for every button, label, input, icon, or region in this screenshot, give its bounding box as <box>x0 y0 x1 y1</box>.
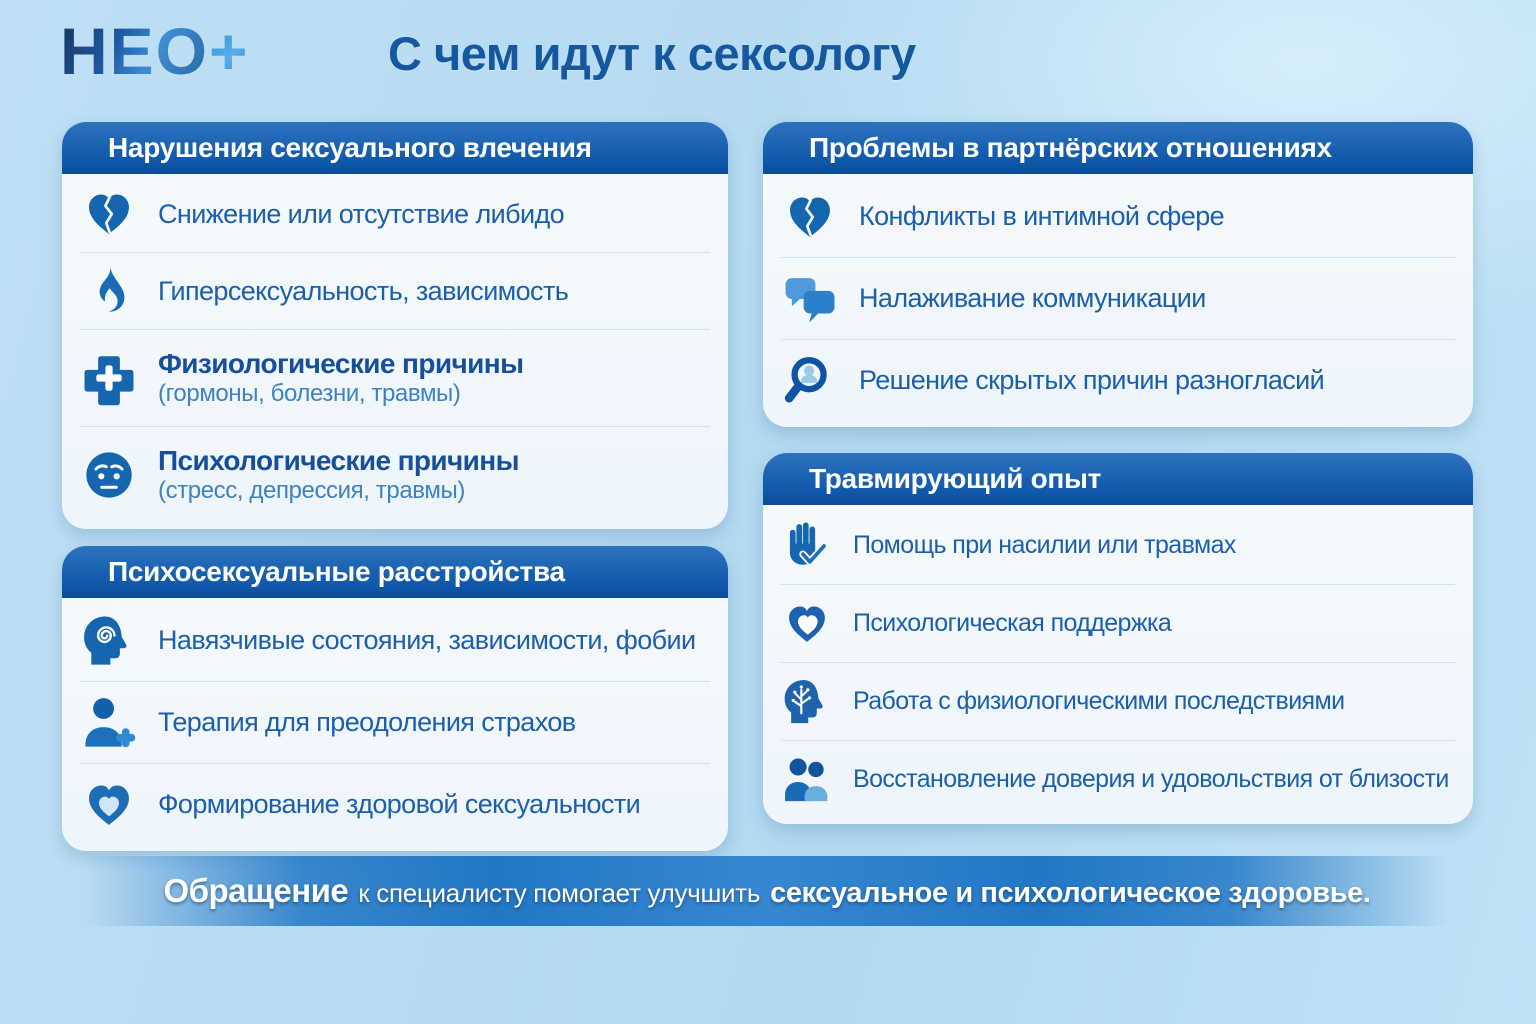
banner-text-strong: сексуальное и психологическое здоровье. <box>770 877 1371 909</box>
list-item <box>80 176 710 252</box>
right-column <box>763 122 1473 824</box>
list-item <box>781 584 1455 662</box>
item-text-group <box>158 445 519 505</box>
item-text: Формирование здоровой сексуальности <box>158 789 641 819</box>
card-body <box>62 598 728 851</box>
card-title: Нарушения сексуального влечения <box>108 132 592 163</box>
list-item <box>80 252 710 329</box>
list-item <box>80 600 710 681</box>
list-item <box>80 681 710 763</box>
heart-in-heart-icon <box>80 776 138 834</box>
card-body <box>62 174 728 529</box>
banner-text-normal: к специалисту помогает улучшить <box>358 878 761 908</box>
card-title: Психосексуальные расстройства <box>108 556 565 587</box>
list-item <box>80 763 710 845</box>
item-text: Гиперсексуальность, зависимость <box>158 275 569 306</box>
page-title: С чем идут к сексологу <box>388 27 916 80</box>
item-text: Восстановление доверия и удовольствия от близости <box>853 765 1449 793</box>
list-item <box>781 176 1455 257</box>
worried-face-icon <box>80 446 138 504</box>
medical-cross-icon <box>80 349 138 407</box>
list-item <box>80 426 710 523</box>
card-header <box>62 122 728 174</box>
card-body <box>763 505 1473 824</box>
item-text: Налаживание коммуникации <box>859 283 1206 313</box>
heart-support-icon <box>781 598 833 650</box>
card-title: Травмирующий опыт <box>809 463 1102 494</box>
logo <box>60 14 250 88</box>
item-text-group <box>158 348 523 408</box>
item-text: Конфликты в интимной сфере <box>859 201 1225 231</box>
item-text: Работа с физиологическими последствиями <box>853 687 1345 715</box>
broken-heart-icon <box>80 185 138 243</box>
card-sexual-desire-disorders <box>62 122 728 529</box>
logo-plus-icon: + <box>209 14 250 88</box>
card-title: Проблемы в партнёрских отношениях <box>809 132 1332 163</box>
list-item <box>781 339 1455 421</box>
item-title: Психологические причины <box>158 445 519 477</box>
item-title: Физиологические причины <box>158 348 524 380</box>
list-item <box>781 662 1455 740</box>
bottom-banner <box>84 856 1450 926</box>
card-header <box>62 546 728 598</box>
item-text: Снижение или отсутствие либидо <box>158 198 565 229</box>
logo-text: НЕО <box>60 14 210 88</box>
card-partner-relationship-problems <box>763 122 1473 427</box>
banner-text-strong: Обращение <box>163 872 349 909</box>
head-tree-icon <box>781 676 833 728</box>
item-text: Помощь при насилии или травмах <box>853 531 1236 559</box>
item-subtext: (гормоны, болезни, травмы) <box>158 380 461 408</box>
flame-icon <box>80 262 138 320</box>
list-item <box>781 257 1455 339</box>
card-psychosexual-disorders <box>62 546 728 851</box>
list-item <box>80 329 710 426</box>
couple-icon <box>781 754 833 806</box>
card-traumatic-experience <box>763 453 1473 824</box>
list-item <box>781 507 1455 584</box>
item-text: Навязчивые состояния, зависимости, фобии <box>158 625 696 655</box>
item-text: Психологическая поддержка <box>853 609 1172 637</box>
head-spiral-icon <box>80 612 138 670</box>
magnifier-head-icon <box>781 352 839 410</box>
card-header <box>763 453 1473 505</box>
card-body <box>763 174 1473 427</box>
broken-heart-icon <box>781 188 839 246</box>
item-text: Решение скрытых причин разногласий <box>859 365 1325 395</box>
item-text: Терапия для преодоления страхов <box>158 707 576 737</box>
chat-bubbles-icon <box>781 270 839 328</box>
hand-check-icon <box>781 520 833 572</box>
item-subtext: (стресс, депрессия, травмы) <box>158 477 465 505</box>
card-header <box>763 122 1473 174</box>
left-column <box>62 122 728 851</box>
list-item <box>781 740 1455 818</box>
person-plus-icon <box>80 694 138 752</box>
